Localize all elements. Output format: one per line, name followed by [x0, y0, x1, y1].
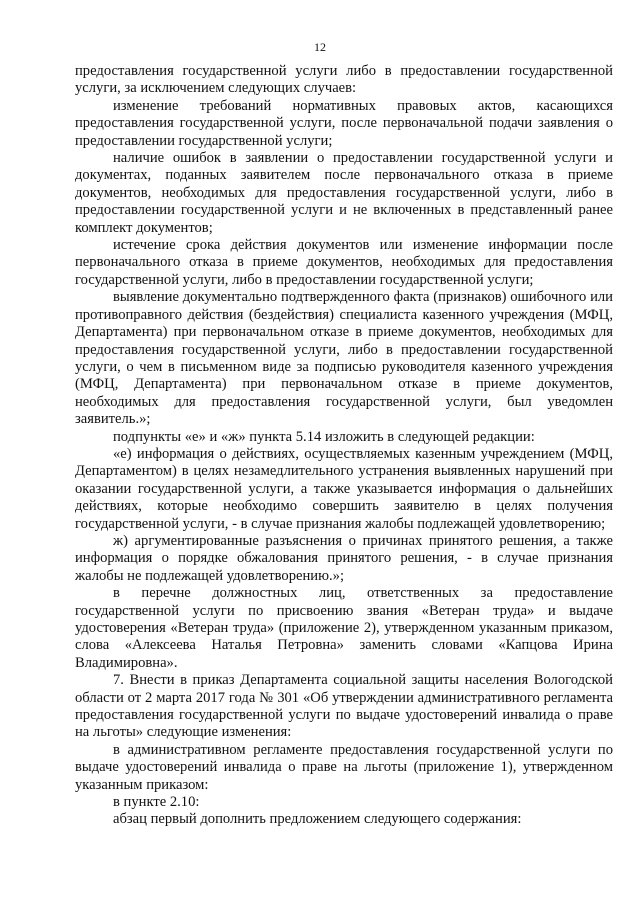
- paragraph-regulation: в административном регламенте предоставления государственной услуги по выдаче удостоверений инвалида о праве на льготы (приложение 1), утвержденном указанным приказом:: [75, 741, 613, 793]
- paragraph-item-7: 7. Внести в приказ Департамента социальной защиты населения Вологодской области от 2 марта 2017 года № 301 «Об утверждении административного регламента предоставления государственной услуги по выдаче удостоверений инвалида о праве на льготы» следующие изменения:: [75, 672, 613, 741]
- page-number: 12: [314, 40, 326, 54]
- paragraph-subpoint-zh: ж) аргументированные разъяснения о причинах принятого решения, а также информация о порядке обжалования принятого решения, - в случае признания жалобы не подлежащей удовлетворению.»;: [75, 532, 613, 584]
- paragraph-exception-3: истечение срока действия документов или изменение информации после первоначального отказа в приеме документов, необходимых для предоставления государственной услуги, либо в предоставлении государственной услуги;: [75, 237, 613, 288]
- paragraph-add-sentence: абзац первый дополнить предложением следующего содержания:: [113, 811, 522, 828]
- paragraph-subpoint-e: «е) информация о действиях, осуществляемых казенным учреждением (МФЦ, Департаментом) в целях незамедлительного устранения выявленных нарушений при оказании государственной услуги, а также указывается информация о дальнейших действиях, которые необходимо совершить заявителю в целях получения государственной услуги, - в случае признания жалобы подлежащей удовлетворению;: [75, 445, 613, 532]
- paragraph-subpoints-intro: подпункты «е» и «ж» пункта 5.14 изложить в следующей редакции:: [113, 428, 535, 445]
- paragraph-officials-list: в перечне должностных лиц, ответственных за предоставление государственной услуги по присвоению звания «Ветеран труда» и выдаче удостоверения «Ветеран труда» (приложение 2), утвержденном указанным приказом, слова «Алексеева Наталья Петровна» заменить словами «Капцова Ирина Владимировна».: [75, 585, 613, 671]
- paragraph-exception-1: изменение требований нормативных правовых актов, касающихся предоставления государственной услуги, после первоначальной подачи заявления о предоставлении государственной услуги;: [75, 97, 613, 149]
- paragraph-continuation: предоставления государственной услуги либо в предоставлении государственной услуги, за исключением следующих случаев:: [75, 63, 613, 97]
- paragraph-point-2-10: в пункте 2.10:: [113, 794, 200, 811]
- document-body: [75, 63, 613, 829]
- paragraph-exception-4: выявление документально подтвержденного факта (признаков) ошибочного или противоправного действия (бездействия) специалиста казенного учреждения (МФЦ, Департамента) при первоначальном отказе в приеме документов, необходимых для предоставления государственной услуги, либо в предоставлении государственной услуги, о чем в письменном виде за подписью руководителя казенного учреждения (МФЦ, Департамента) при первоначальном отказе в приеме документов, необходимых для предоставления государственной услуги, был уведомлен заявитель.»;: [75, 289, 613, 428]
- paragraph-exception-2: наличие ошибок в заявлении о предоставлении государственной услуги и документах, поданных заявителем после первоначального отказа в приеме документов, необходимых для предоставления государственной услуги, либо в предоставлении государственной услуги и не включенных в представленный ранее комплект документов;: [75, 150, 613, 236]
